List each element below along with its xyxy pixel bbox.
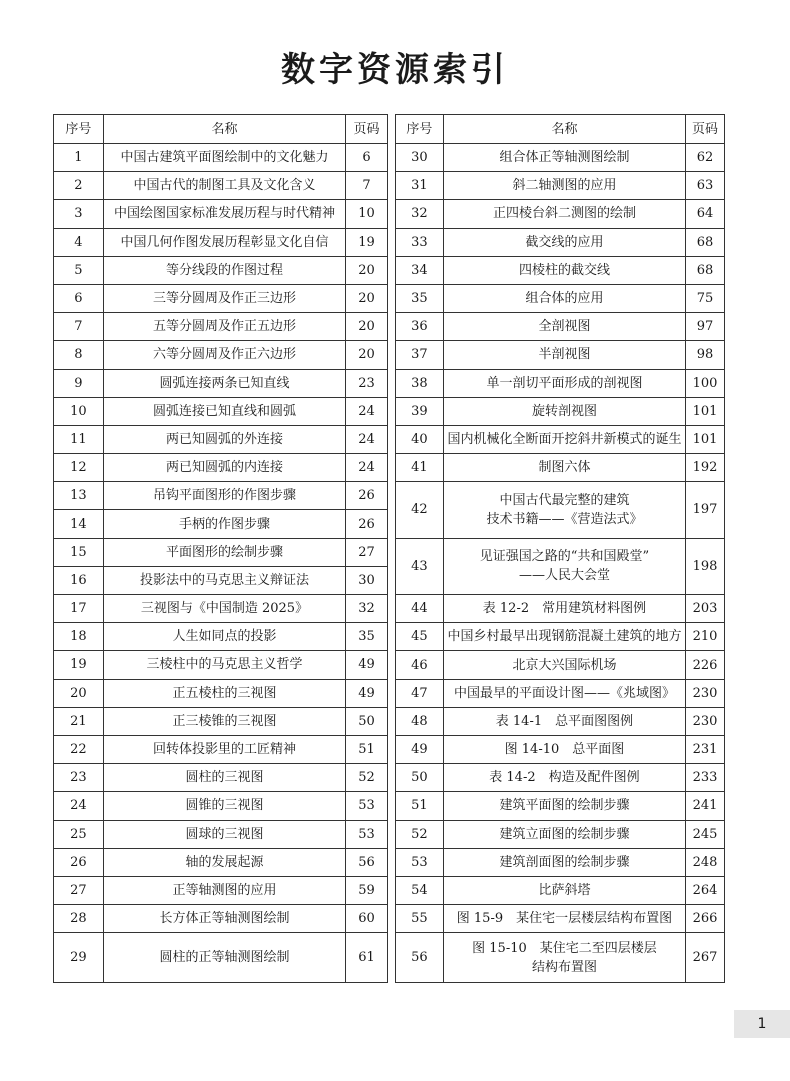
resource-name: 圆弧连接已知直线和圆弧 [103, 397, 345, 425]
page-ref: 233 [686, 764, 725, 792]
table-row [54, 679, 388, 707]
resource-name: 正四棱台斜二测图的绘制 [443, 200, 685, 228]
resource-name: 三视图与《中国制造 2025》 [103, 595, 345, 623]
row-number: 5 [54, 256, 104, 284]
row-number: 43 [396, 538, 444, 594]
resource-name: 正五棱柱的三视图 [103, 679, 345, 707]
row-number: 8 [54, 341, 104, 369]
page-ref: 248 [686, 848, 725, 876]
page-ref: 23 [346, 369, 388, 397]
resource-name: 中国几何作图发展历程彰显文化自信 [103, 228, 345, 256]
resource-name: 吊钩平面图形的作图步骤 [103, 482, 345, 510]
page-ref: 51 [346, 735, 388, 763]
resource-index [53, 114, 725, 984]
resource-name: 表 14-1 总平面图图例 [443, 707, 685, 735]
row-number: 50 [396, 764, 444, 792]
resource-name: 旋转剖视图 [443, 397, 685, 425]
resource-name: 组合体正等轴测图绘制 [443, 144, 685, 172]
table-row [54, 566, 388, 594]
table-row [396, 228, 725, 256]
row-number: 51 [396, 792, 444, 820]
page-ref: 27 [346, 538, 388, 566]
table-row [54, 397, 388, 425]
page-ref: 52 [346, 764, 388, 792]
table-row [396, 425, 725, 453]
resource-name: 制图六体 [443, 454, 685, 482]
resource-name: 两已知圆弧的外连接 [103, 425, 345, 453]
row-number: 44 [396, 595, 444, 623]
resource-name: 平面图形的绘制步骤 [103, 538, 345, 566]
row-number: 48 [396, 707, 444, 735]
page-ref: 264 [686, 876, 725, 904]
page-ref: 198 [686, 538, 725, 594]
page-ref: 24 [346, 397, 388, 425]
header-name: 名称 [103, 115, 345, 144]
table-row [396, 876, 725, 904]
resource-name: 圆柱的三视图 [103, 764, 345, 792]
resource-name: 中国古代的制图工具及文化含义 [103, 172, 345, 200]
table-row [54, 482, 388, 510]
row-number: 18 [54, 623, 104, 651]
table-row [54, 425, 388, 453]
resource-name: 北京大兴国际机场 [443, 651, 685, 679]
resource-name: 六等分圆周及作正六边形 [103, 341, 345, 369]
resource-name: 中国乡村最早出现钢筋混凝土建筑的地方 [443, 623, 685, 651]
page-ref: 68 [686, 228, 725, 256]
header-name: 名称 [443, 115, 685, 144]
page-ref: 210 [686, 623, 725, 651]
table-row [396, 735, 725, 763]
resource-name: 五等分圆周及作正五边形 [103, 313, 345, 341]
row-number: 49 [396, 735, 444, 763]
table-row [396, 172, 725, 200]
row-number: 32 [396, 200, 444, 228]
row-number: 17 [54, 595, 104, 623]
row-number: 13 [54, 482, 104, 510]
table-row [396, 595, 725, 623]
resource-name: 投影法中的马克思主义辩证法 [103, 566, 345, 594]
table-row [54, 538, 388, 566]
table-row [396, 200, 725, 228]
row-number: 9 [54, 369, 104, 397]
row-number: 23 [54, 764, 104, 792]
row-number: 33 [396, 228, 444, 256]
page-ref: 62 [686, 144, 725, 172]
resource-name: 回转体投影里的工匠精神 [103, 735, 345, 763]
table-row [54, 144, 388, 172]
row-number: 25 [54, 820, 104, 848]
row-number: 38 [396, 369, 444, 397]
row-number: 24 [54, 792, 104, 820]
table-row [396, 482, 725, 538]
resource-name: 图 14-10 总平面图 [443, 735, 685, 763]
row-number: 14 [54, 510, 104, 538]
table-row [54, 284, 388, 312]
table-row [396, 905, 725, 933]
page-title: 数字资源索引 [281, 50, 509, 90]
page-ref: 49 [346, 651, 388, 679]
page-ref: 60 [346, 905, 388, 933]
page-ref: 226 [686, 651, 725, 679]
row-number: 35 [396, 284, 444, 312]
page-ref: 20 [346, 341, 388, 369]
resource-name: 中国最早的平面设计图——《兆域图》 [443, 679, 685, 707]
row-number: 6 [54, 284, 104, 312]
page-ref: 30 [346, 566, 388, 594]
resource-name: 等分线段的作图过程 [103, 256, 345, 284]
row-number: 52 [396, 820, 444, 848]
header-no: 序号 [54, 115, 104, 144]
resource-name: 图 15-10 某住宅二至四层楼层 结构布置图 [443, 933, 685, 983]
table-row [396, 369, 725, 397]
table-row [396, 341, 725, 369]
table-row [54, 200, 388, 228]
page-ref: 35 [346, 623, 388, 651]
row-number: 37 [396, 341, 444, 369]
page-ref: 98 [686, 341, 725, 369]
resource-name: 中国绘图国家标准发展历程与时代精神 [103, 200, 345, 228]
resource-name: 比萨斜塔 [443, 876, 685, 904]
row-number: 7 [54, 313, 104, 341]
table-row [396, 820, 725, 848]
page-ref: 75 [686, 284, 725, 312]
row-number: 42 [396, 482, 444, 538]
table-row [396, 256, 725, 284]
resource-name: 圆柱的正等轴测图绘制 [103, 933, 345, 983]
page-ref: 20 [346, 256, 388, 284]
table-row [54, 792, 388, 820]
table-row [54, 228, 388, 256]
resource-name: 圆球的三视图 [103, 820, 345, 848]
page-ref: 53 [346, 792, 388, 820]
table-row [54, 905, 388, 933]
page-ref: 49 [346, 679, 388, 707]
table-row [396, 623, 725, 651]
header-page: 页码 [686, 115, 725, 144]
resource-name: 长方体正等轴测图绘制 [103, 905, 345, 933]
index-table-left [53, 114, 388, 983]
page-ref: 7 [346, 172, 388, 200]
row-number: 22 [54, 735, 104, 763]
table-row [396, 454, 725, 482]
table-row [54, 651, 388, 679]
table-row [396, 284, 725, 312]
resource-name: 半剖视图 [443, 341, 685, 369]
row-number: 40 [396, 425, 444, 453]
page-ref: 192 [686, 454, 725, 482]
row-number: 39 [396, 397, 444, 425]
page-ref: 50 [346, 707, 388, 735]
page-ref: 101 [686, 397, 725, 425]
table-row [396, 397, 725, 425]
page-ref: 203 [686, 595, 725, 623]
row-number: 26 [54, 848, 104, 876]
row-number: 45 [396, 623, 444, 651]
resource-name: 两已知圆弧的内连接 [103, 454, 345, 482]
page-ref: 100 [686, 369, 725, 397]
row-number: 2 [54, 172, 104, 200]
page-ref: 241 [686, 792, 725, 820]
row-number: 21 [54, 707, 104, 735]
page-ref: 32 [346, 595, 388, 623]
resource-name: 正三棱锥的三视图 [103, 707, 345, 735]
row-number: 4 [54, 228, 104, 256]
resource-name: 建筑平面图的绘制步骤 [443, 792, 685, 820]
resource-name: 图 15-9 某住宅一层楼层结构布置图 [443, 905, 685, 933]
table-row [54, 595, 388, 623]
resource-name: 建筑立面图的绘制步骤 [443, 820, 685, 848]
resource-name: 建筑剖面图的绘制步骤 [443, 848, 685, 876]
row-number: 29 [54, 933, 104, 983]
row-number: 34 [396, 256, 444, 284]
row-number: 20 [54, 679, 104, 707]
resource-name: 三等分圆周及作正三边形 [103, 284, 345, 312]
page-ref: 63 [686, 172, 725, 200]
resource-name: 三棱柱中的马克思主义哲学 [103, 651, 345, 679]
table-row [54, 764, 388, 792]
page-ref: 26 [346, 482, 388, 510]
table-row [396, 848, 725, 876]
page-ref: 197 [686, 482, 725, 538]
row-number: 31 [396, 172, 444, 200]
table-row [54, 623, 388, 651]
row-number: 36 [396, 313, 444, 341]
page-ref: 97 [686, 313, 725, 341]
resource-name: 截交线的应用 [443, 228, 685, 256]
resource-name: 圆弧连接两条已知直线 [103, 369, 345, 397]
header-page: 页码 [346, 115, 388, 144]
header-no: 序号 [396, 115, 444, 144]
page-ref: 231 [686, 735, 725, 763]
resource-name: 单一剖切平面形成的剖视图 [443, 369, 685, 397]
row-number: 15 [54, 538, 104, 566]
page-ref: 56 [346, 848, 388, 876]
page-ref: 6 [346, 144, 388, 172]
row-number: 46 [396, 651, 444, 679]
table-row [54, 313, 388, 341]
table-row [396, 707, 725, 735]
table-row [396, 144, 725, 172]
row-number: 41 [396, 454, 444, 482]
table-row [396, 538, 725, 594]
table-row [396, 792, 725, 820]
row-number: 1 [54, 144, 104, 172]
table-row [54, 256, 388, 284]
resource-name: 正等轴测图的应用 [103, 876, 345, 904]
row-number: 55 [396, 905, 444, 933]
row-number: 19 [54, 651, 104, 679]
resource-name: 国内机械化全断面开挖斜井新模式的诞生 [443, 425, 685, 453]
row-number: 11 [54, 425, 104, 453]
table-row [54, 933, 388, 983]
resource-name: 全剖视图 [443, 313, 685, 341]
page-ref: 24 [346, 454, 388, 482]
page-ref: 20 [346, 284, 388, 312]
row-number: 10 [54, 397, 104, 425]
table-row [54, 454, 388, 482]
resource-name: 见证强国之路的“共和国殿堂” ——人民大会堂 [443, 538, 685, 594]
page-ref: 20 [346, 313, 388, 341]
page-ref: 26 [346, 510, 388, 538]
table-row [396, 651, 725, 679]
page-ref: 267 [686, 933, 725, 983]
table-row [54, 341, 388, 369]
table-row [54, 707, 388, 735]
row-number: 30 [396, 144, 444, 172]
resource-name: 表 14-2 构造及配件图例 [443, 764, 685, 792]
table-row [396, 933, 725, 983]
table-row [54, 172, 388, 200]
table-row [54, 369, 388, 397]
row-number: 12 [54, 454, 104, 482]
page-ref: 10 [346, 200, 388, 228]
row-number: 16 [54, 566, 104, 594]
resource-name: 中国古代最完整的建筑 技术书籍——《营造法式》 [443, 482, 685, 538]
page-ref: 64 [686, 200, 725, 228]
row-number: 56 [396, 933, 444, 983]
resource-name: 手柄的作图步骤 [103, 510, 345, 538]
page-ref: 19 [346, 228, 388, 256]
table-row [396, 679, 725, 707]
resource-name: 中国古建筑平面图绘制中的文化魅力 [103, 144, 345, 172]
resource-name: 表 12-2 常用建筑材料图例 [443, 595, 685, 623]
row-number: 54 [396, 876, 444, 904]
index-table-right [395, 114, 725, 983]
row-number: 53 [396, 848, 444, 876]
resource-name: 轴的发展起源 [103, 848, 345, 876]
page-ref: 61 [346, 933, 388, 983]
table-row [54, 848, 388, 876]
row-number: 27 [54, 876, 104, 904]
table-row [54, 820, 388, 848]
resource-name: 圆锥的三视图 [103, 792, 345, 820]
resource-name: 人生如同点的投影 [103, 623, 345, 651]
page-ref: 230 [686, 679, 725, 707]
resource-name: 组合体的应用 [443, 284, 685, 312]
page-ref: 68 [686, 256, 725, 284]
page-ref: 59 [346, 876, 388, 904]
page-ref: 24 [346, 425, 388, 453]
page-ref: 101 [686, 425, 725, 453]
table-row [54, 510, 388, 538]
row-number: 47 [396, 679, 444, 707]
table-row [396, 313, 725, 341]
table-row [54, 876, 388, 904]
row-number: 3 [54, 200, 104, 228]
row-number: 28 [54, 905, 104, 933]
table-row [396, 764, 725, 792]
resource-name: 斜二轴测图的应用 [443, 172, 685, 200]
page-ref: 266 [686, 905, 725, 933]
resource-name: 四棱柱的截交线 [443, 256, 685, 284]
page-ref: 245 [686, 820, 725, 848]
page-number: 1 [734, 1010, 790, 1038]
table-row [54, 735, 388, 763]
page-ref: 53 [346, 820, 388, 848]
page-ref: 230 [686, 707, 725, 735]
